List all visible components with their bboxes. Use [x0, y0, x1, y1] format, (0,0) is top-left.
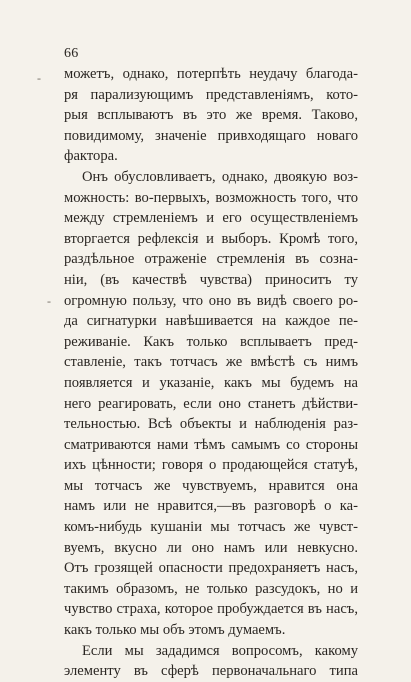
text-line: чувство страха, которое пробуждается въ насъ,: [64, 601, 358, 618]
page-number: 66: [64, 46, 79, 61]
text-line: фактора.: [64, 148, 118, 165]
text-line: намъ или не нравится,—въ разговорѣ о ка-: [64, 498, 358, 515]
text-line: огромную пользу, что оно въ видѣ своего ро-: [64, 292, 358, 309]
text-line: ставленіе, такъ тотчасъ же вмѣстѣ съ нимъ: [64, 354, 358, 371]
text-line: между стремленіемъ и его осуществленіемъ: [64, 210, 358, 227]
body-text: [64, 64, 358, 682]
text-line: повидимому, значеніе привходящаго новаго: [64, 127, 358, 144]
text-line: рыя всплываютъ въ это же время. Таково,: [64, 107, 358, 124]
text-line: Если мы зададимся вопросомъ, какому: [82, 642, 358, 659]
text-line: элементу въ сферѣ первоначальнаго типа: [64, 663, 358, 680]
text-line: мы тотчасъ же чувствуемъ, нравится она: [64, 477, 358, 494]
text-line: появляется и указаніе, какъ мы будемъ на: [64, 374, 358, 391]
text-line: Онъ обусловливаетъ, однако, двоякую воз-: [82, 168, 358, 185]
margin-mark: -: [47, 294, 51, 308]
text-line: сматриваются нами тѣмъ самымъ со стороны: [64, 436, 358, 453]
text-line: раздѣльное отраженіе стремленія въ созна-: [64, 251, 358, 268]
text-line: какъ только мы объ этомъ думаемъ.: [64, 622, 286, 639]
text-line: вторгается рефлексія и выборъ. Кромѣ того,: [64, 230, 358, 247]
text-line: можетъ, однако, потерпѣть неудачу благода-: [64, 66, 358, 82]
text-line: ихъ цѣнности; говоря о продающейся статуѣ,: [64, 457, 358, 474]
text-line: да сигнатурки навѣшивается на каждое пе-: [64, 313, 358, 330]
text-line: реживаніе. Какъ только всплываетъ пред-: [64, 333, 358, 350]
text-line: тельностью. Всѣ объекты и наблюденія раз-: [64, 416, 358, 433]
text-line: комъ-нибудь кушаніи мы тотчасъ же чувст-: [64, 519, 358, 536]
text-line: можность: во-первыхъ, возможность того, что: [64, 189, 358, 206]
text-line: такимъ образомъ, не только разсудокъ, но и: [64, 580, 358, 597]
text-line: него реагировать, если оно станетъ дѣйстви-: [64, 395, 358, 412]
text-line: ря парализующимъ представленіямъ, кото-: [64, 86, 358, 103]
text-line: Отъ грозящей опасности предохраняетъ насъ,: [64, 560, 358, 577]
text-line: ніи, (въ качествѣ чувства) приноситъ ту: [64, 271, 358, 288]
margin-mark: -: [37, 71, 41, 85]
text-line: вуемъ, вкусно ли оно намъ или невкусно.: [64, 539, 358, 556]
